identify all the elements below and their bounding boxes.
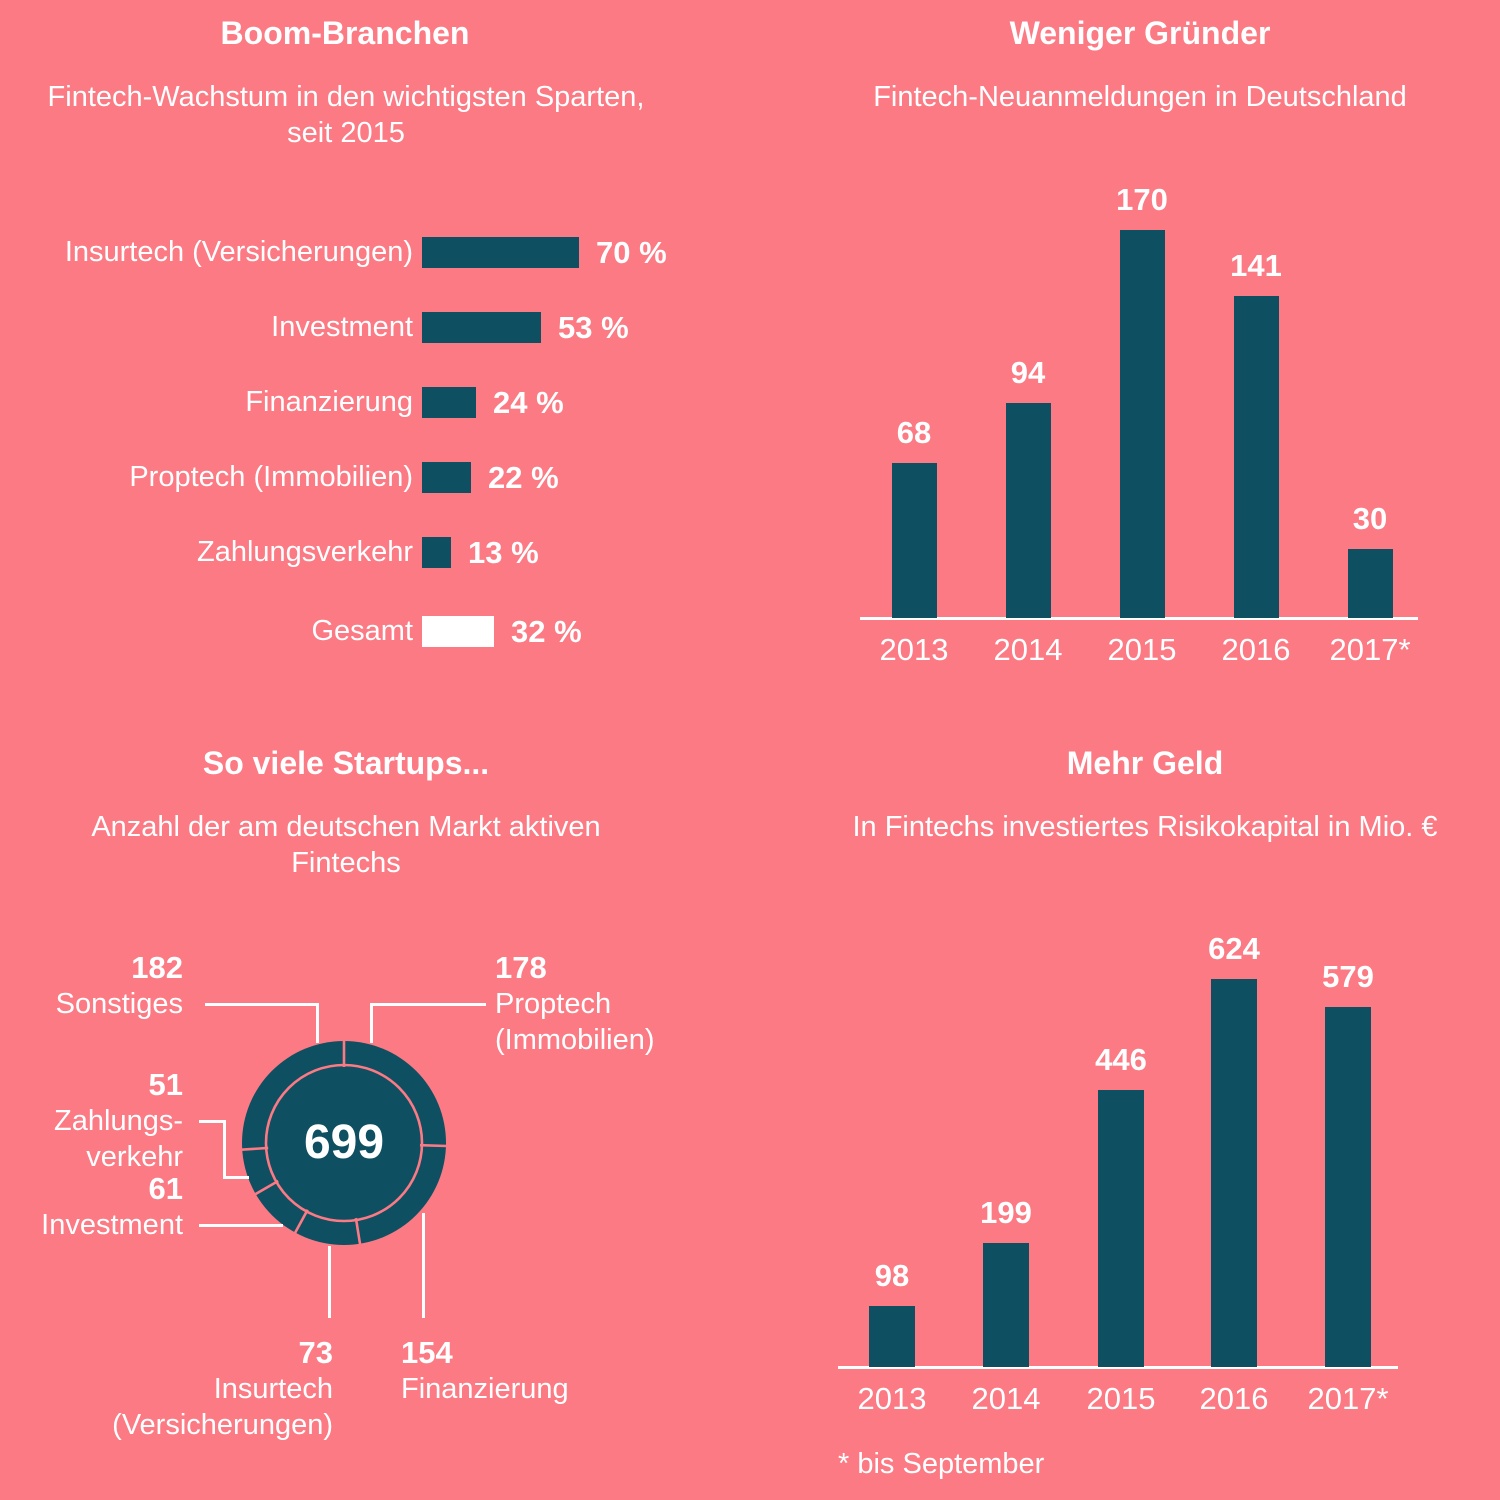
callout-text: Zahlungs- — [54, 1105, 183, 1137]
boom-branchen-subtitle — [0, 79, 692, 151]
bar — [422, 312, 541, 343]
bar-value-label: 446 — [1095, 1042, 1147, 1077]
callout-value: 61 — [148, 1171, 183, 1206]
bar-category-label: Investment — [271, 311, 413, 343]
axis-tick-label: 2017* — [1329, 632, 1411, 667]
bar-value-label: 98 — [874, 1258, 910, 1293]
callout-label — [495, 950, 735, 1058]
bar — [892, 463, 937, 618]
bar — [1006, 403, 1051, 618]
bar — [1211, 979, 1257, 1367]
callout-text: verkehr — [86, 1141, 183, 1173]
bar-value-label: 199 — [980, 1195, 1032, 1230]
callout-label — [0, 950, 183, 1022]
callout-connector-line — [205, 1003, 318, 1006]
bar — [422, 537, 451, 568]
bar-category-label: Proptech (Immobilien) — [129, 461, 413, 493]
axis-tick-label: 2015 — [1107, 632, 1177, 667]
callout-connector-line — [223, 1176, 249, 1179]
callout-text: Proptech — [495, 988, 612, 1020]
bar — [422, 462, 471, 493]
bar-value-label: 68 — [896, 415, 932, 450]
bar-value-label: 13 % — [468, 535, 539, 570]
callout-text: (Versicherungen) — [112, 1409, 333, 1441]
callout-value: 51 — [148, 1067, 183, 1102]
axis-tick-label: 2013 — [857, 1381, 927, 1416]
bar-value-label: 30 — [1352, 501, 1388, 536]
callout-connector-line — [199, 1120, 226, 1123]
callout-value: 154 — [401, 1335, 453, 1370]
bar-category-label: Gesamt — [311, 615, 413, 647]
bar — [1325, 1007, 1371, 1367]
weniger-gruender-title: Weniger Gründer — [1009, 15, 1271, 51]
bar-category-label: Insurtech (Versicherungen) — [64, 236, 413, 268]
callout-label — [401, 1335, 631, 1407]
bar — [1348, 549, 1393, 618]
bar-category-label: Finanzierung — [245, 386, 413, 418]
bar — [422, 616, 494, 647]
bar-value-label: 579 — [1322, 959, 1374, 994]
callout-value: 178 — [495, 950, 547, 985]
bar — [983, 1243, 1029, 1367]
bar-value-label: 141 — [1230, 248, 1282, 283]
subtitle-line: seit 2015 — [287, 117, 405, 149]
callout-text: Finanzierung — [401, 1373, 569, 1405]
startups-title: So viele Startups... — [202, 745, 490, 781]
callout-text: Insurtech — [213, 1373, 333, 1405]
axis-tick-label: 2016 — [1199, 1381, 1269, 1416]
bar-value-label: 170 — [1116, 182, 1168, 217]
callout-text: Investment — [41, 1209, 183, 1241]
callout-text: Sonstiges — [55, 988, 183, 1020]
callout-text: (Immobilien) — [495, 1024, 655, 1056]
axis-tick-label: 2017* — [1307, 1381, 1389, 1416]
bar-value-label: 53 % — [558, 310, 629, 345]
subtitle-line: Fintech-Wachstum in den wichtigsten Sparten, — [47, 81, 645, 113]
callout-value: 73 — [298, 1335, 333, 1370]
weniger-gruender-subtitle: Fintech-Neuanmeldungen in Deutschland — [873, 81, 1407, 113]
callout-connector-line — [199, 1224, 283, 1227]
donut-total: 699 — [303, 1116, 385, 1169]
callout-label — [0, 1171, 183, 1243]
bar-value-label: 32 % — [511, 614, 582, 649]
bar-value-label: 24 % — [493, 385, 564, 420]
startups-subtitle — [0, 809, 692, 881]
axis-tick-label: 2016 — [1221, 632, 1291, 667]
bar — [1234, 296, 1279, 618]
bar — [1120, 230, 1165, 618]
subtitle-line: Anzahl der am deutschen Markt aktiven — [91, 811, 601, 843]
mehr-geld-title: Mehr Geld — [1066, 745, 1224, 781]
axis-tick-label: 2015 — [1086, 1381, 1156, 1416]
callout-connector-line — [328, 1246, 331, 1318]
subtitle-line: Fintechs — [291, 847, 401, 879]
bar-value-label: 70 % — [596, 235, 667, 270]
callout-connector-line — [316, 1003, 319, 1043]
bar-value-label: 22 % — [488, 460, 559, 495]
axis-tick-label: 2013 — [879, 632, 949, 667]
axis-tick-label: 2014 — [993, 632, 1063, 667]
callout-label — [0, 1067, 183, 1175]
bar — [422, 387, 476, 418]
bar-value-label: 624 — [1208, 931, 1260, 966]
footnote: * bis September — [838, 1448, 1045, 1480]
bar — [422, 237, 579, 268]
axis-tick-label: 2014 — [971, 1381, 1041, 1416]
bar — [869, 1306, 915, 1367]
boom-branchen-title: Boom-Branchen — [220, 15, 470, 51]
mehr-geld-subtitle: In Fintechs investiertes Risikokapital in Mio. € — [852, 811, 1438, 843]
bar-value-label: 94 — [1010, 355, 1046, 390]
callout-label — [53, 1335, 333, 1443]
callout-value: 182 — [131, 950, 183, 985]
callout-connector-line — [370, 1003, 373, 1043]
bar — [1098, 1090, 1144, 1367]
callout-connector-line — [223, 1120, 226, 1179]
callout-connector-line — [422, 1213, 425, 1318]
callout-connector-line — [371, 1003, 486, 1006]
bar-category-label: Zahlungsverkehr — [197, 536, 413, 568]
